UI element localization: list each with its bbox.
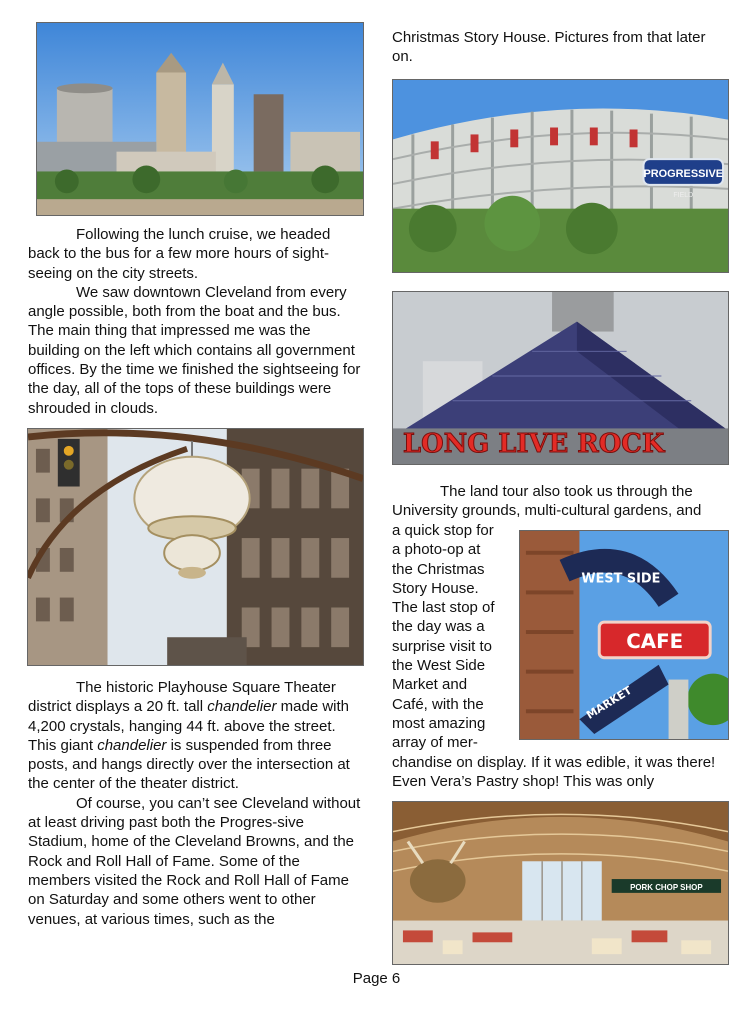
rock-hall-photo (392, 291, 729, 465)
wrap-line: Market and (392, 676, 468, 694)
paragraph-downtown: We saw downtown Cleveland from every angle possible, both from the boat and the bus. The main thing that impressed me was the building on the left which contains all government offices. By the time we finished the sightseeing for the day, all of the tops of these buildings were shrouded in clouds. (28, 283, 361, 417)
field-sign-text: FIELD (673, 191, 694, 199)
market-hall-photo (392, 801, 729, 965)
paragraph-land-tour: The land tour also took us through the University grounds, multi-cultural gardens, and (392, 483, 702, 520)
pyramid-icon (393, 292, 728, 464)
left-text-block-2 (28, 678, 364, 929)
westside-sign-photo (519, 530, 729, 740)
market-hall-icon (393, 802, 728, 964)
stadium-photo (392, 79, 729, 273)
paragraph-christmas-continued: Christmas Story House. Pictures from that later on. (392, 29, 706, 66)
right-text-wrap (392, 521, 517, 753)
wrap-line: the Christmas (392, 560, 485, 578)
chandelier-emphasis-1: chandelier (207, 698, 277, 716)
playhouse-text-c: is suspended from three posts, and hangs directly over the intersection at the center of the theater district. (28, 736, 350, 793)
left-text-block-1 (28, 225, 364, 418)
wrap-line: The last stop of (392, 599, 495, 617)
city-skyline-icon (37, 23, 363, 215)
right-text-top (392, 28, 722, 67)
wrap-line: Café, with the (392, 695, 484, 713)
wrap-line: a photo-op at (392, 541, 481, 559)
wrap-line: surprise visit to (392, 637, 493, 655)
market-sign-text: MARKET (584, 683, 635, 722)
wrap-line: the West Side (392, 657, 486, 675)
wrap-line: array of mer- (392, 734, 478, 752)
playhouse-text-b: made with 4,200 crystals, hanging 44 ft. above the street. This giant (28, 698, 350, 754)
playhouse-text-a: The historic Playhouse Square Theater district displays a 20 ft. tall (28, 679, 336, 716)
chandelier-emphasis-2: chandelier (97, 736, 167, 754)
neon-sign-icon (520, 531, 728, 739)
paragraph-playhouse (28, 678, 364, 794)
progressive-sign-text: PROGRESSIVE (643, 168, 724, 180)
paragraph-stadium: Of course, you can’t see Cleveland without at least driving past both the Progres-sive Stadium, home of the Cleveland Browns, and the Rock and Roll Hall of Fame. Some of the members visited the Rock and Roll Hall of Fame on Saturday and some others went to other venues, at various times, such as the (28, 794, 361, 928)
paragraph-lunch-cruise: Following the lunch cruise, we headed back to the bus for a few more hours of sight-seeing on the city streets. (28, 226, 331, 282)
page-number: Page 6 (352, 970, 401, 987)
west-side-sign-text: WEST SIDE (581, 571, 661, 587)
wrap-line: most amazing (392, 714, 486, 732)
cafe-sign-text: CAFE (626, 629, 684, 653)
chandelier-photo (27, 428, 364, 666)
skyline-photo (36, 22, 364, 216)
wrap-line: a quick stop for (392, 522, 494, 539)
right-text-land-tour (392, 482, 732, 521)
long-live-rock-sign-text: LONG LIVE ROCK (402, 429, 665, 460)
pork-chop-shop-sign-text: PORK CHOP SHOP (630, 882, 703, 892)
right-text-after-wrap (392, 753, 732, 792)
wrap-line: the day was a (392, 618, 485, 636)
chandelier-icon (28, 429, 363, 665)
wrap-line: Story House. (392, 579, 479, 597)
stadium-icon (393, 80, 728, 272)
paragraph-merchandise: chandise on display. If it was edible, it was there! Even Vera’s Pastry shop! This was only (392, 754, 716, 791)
